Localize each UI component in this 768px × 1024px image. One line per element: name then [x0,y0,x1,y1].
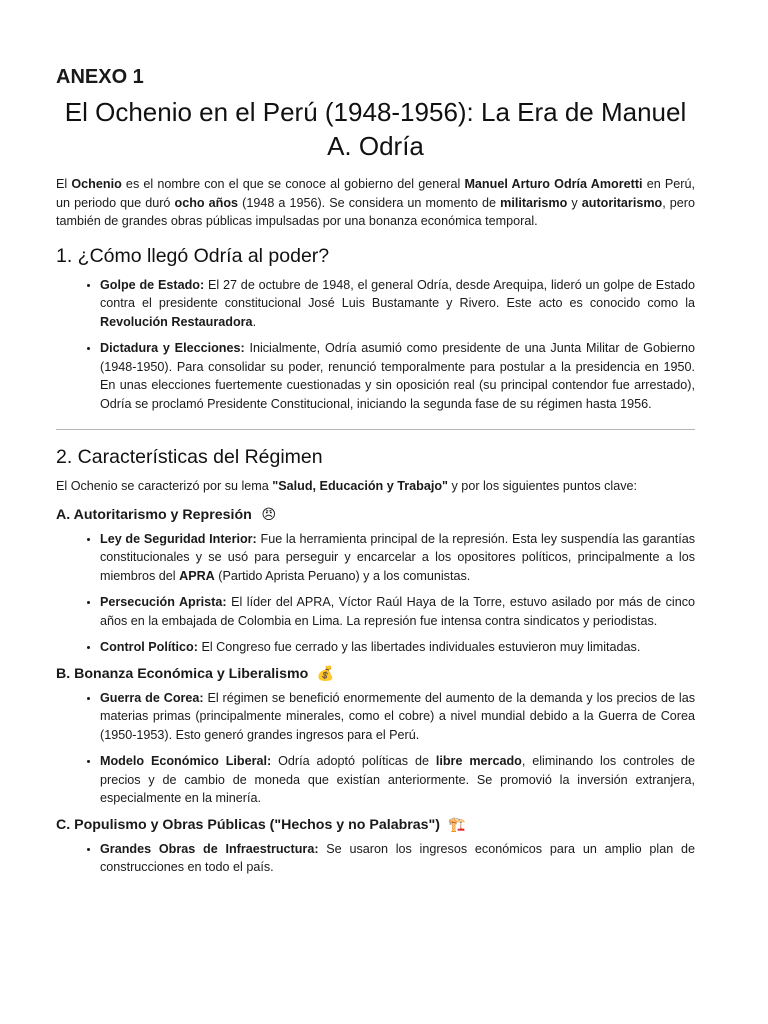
list-item: • Modelo Económico Liberal: Odría adoptó políticas de libre mercado, eliminando los controles de precios y de cambio de moneda que existían anteriormente. Se promovió la inversión extranjera, especialmente en la minería. [100,752,695,808]
annex-label: ANEXO 1 [56,66,144,88]
list-item: • Grandes Obras de Infraestructura: Se usaron los ingresos económicos para un amplio plan de construcciones en todo el país. [100,840,695,877]
section2-lead: El Ochenio se caracterizó por su lema "Salud, Educación y Trabajo" y por los siguientes puntos clave: [56,479,638,493]
list-item: • Golpe de Estado: El 27 de octubre de 1948, el general Odría, desde Arequipa, lideró un golpe de Estado contra el presidente constitucional José Luis Bustamante y Rivero. Este acto es conocido como la Revolución Restauradora. [100,276,695,332]
subA-list [56,530,695,657]
page-title: El Ochenio en el Perú (1948-1956): La Era de Manuel A. Odría [64,97,687,161]
list-item: • Ley de Seguridad Interior: Fue la herramienta principal de la represión. Esta ley suspendía las garantías constitucionales y se usó para perseguir y encarcelar a los opositores políticos, principalmente a los miembros del APRA (Partido Aprista Peruano) y a los comunistas. [100,530,695,586]
section-heading-1: 1. ¿Cómo llegó Odría al poder? [56,244,330,267]
divider [56,429,695,430]
subC-list [56,840,695,877]
angry-face-icon: 😠 [261,506,277,523]
intro-paragraph: El Ochenio es el nombre con el que se conoce al gobierno del general Manuel Arturo Odría Amoretti en Perú, un periodo que duró ocho años (1948 a 1956). Se considera un momento de militarismo y autoritarismo, pero también de grandes obras públicas impulsadas por una bonanza económica temporal. [56,177,696,228]
section-heading-2: 2. Características del Régimen [56,446,323,468]
money-bag-icon: 💰 [316,665,335,682]
subheading-a: A. Autoritarismo y Represión 😠 [56,506,277,523]
subheading-b: B. Bonanza Económica y Liberalismo 💰 [56,665,335,682]
subB-list [56,689,695,808]
subheading-c: C. Populismo y Obras Públicas ("Hechos y no Palabras") 🏗️ [56,816,466,833]
list-item: • Dictadura y Elecciones: Inicialmente, Odría asumió como presidente de una Junta Militar de Gobierno (1948-1950). Para consolidar su poder, renunció temporalmente para postular a la presidencia en 1950. En unas elecciones fuertemente cuestionadas y sin oposición real (su principal contendor fue arrestado), Odría se proclamó Presidente Constitucional, iniciando la segunda fase de su régimen hasta 1956. [100,339,695,413]
list-item: • Guerra de Corea: El régimen se benefició enormemente del aumento de la demanda y los precios de las materias primas (principalmente minerales, como el cobre) a nivel mundial debido a la Guerra de Corea (1950-1953). Esto generó grandes ingresos para el Perú. [100,689,695,745]
list-item: • Control Político: El Congreso fue cerrado y las libertades individuales estuvieron muy limitadas. [100,638,695,657]
list-item: • Persecución Aprista: El líder del APRA, Víctor Raúl Haya de la Torre, estuvo asilado por más de cinco años en la embajada de Colombia en Lima. La represión fue intensa contra sindicatos y periodistas. [100,593,695,630]
section1-list [56,276,695,414]
construction-icon: 🏗️ [448,816,466,833]
